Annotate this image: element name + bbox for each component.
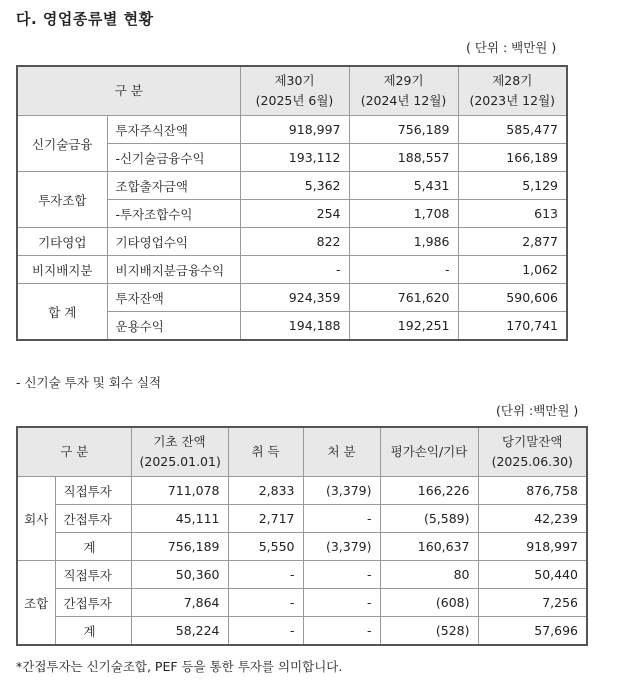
- value-cell: 1,986: [349, 228, 458, 256]
- item-label: 간접투자: [55, 589, 131, 617]
- value-cell: (608): [380, 589, 478, 617]
- table-row: [17, 533, 587, 561]
- header-opening-balance: 기초 잔액 (2025.01.01): [131, 427, 228, 477]
- item-label: 계: [55, 533, 131, 561]
- value-cell: (3,379): [303, 477, 380, 505]
- value-cell: 193,112: [240, 144, 349, 172]
- value-cell: -: [228, 589, 303, 617]
- value-cell: 45,111: [131, 505, 228, 533]
- table-row: [17, 228, 567, 256]
- value-cell: 918,997: [478, 533, 587, 561]
- value-cell: 761,620: [349, 284, 458, 312]
- value-cell: (3,379): [303, 533, 380, 561]
- value-cell: 5,362: [240, 172, 349, 200]
- item-label: 투자잔액: [107, 284, 240, 312]
- value-cell: 613: [458, 200, 567, 228]
- unit-label: ( 단위 : 백만원 ): [466, 40, 557, 55]
- value-cell: 924,359: [240, 284, 349, 312]
- value-cell: 166,226: [380, 477, 478, 505]
- table-row: [17, 505, 587, 533]
- group-label: 투자조합: [17, 172, 107, 228]
- value-cell: -: [349, 256, 458, 284]
- value-cell: 192,251: [349, 312, 458, 341]
- item-label: -투자조합수익: [107, 200, 240, 228]
- value-cell: -: [228, 561, 303, 589]
- table-header-row: [17, 427, 587, 477]
- value-cell: -: [303, 561, 380, 589]
- table-row: [17, 172, 567, 200]
- footnote: *간접투자는 신기술조합, PEF 등을 통한 투자를 의미합니다.: [16, 659, 343, 674]
- value-cell: 822: [240, 228, 349, 256]
- value-cell: 876,758: [478, 477, 587, 505]
- value-cell: -: [228, 617, 303, 646]
- table-row: [17, 284, 567, 312]
- value-cell: 756,189: [349, 116, 458, 144]
- header-valuation: 평가손익/기타: [380, 427, 478, 477]
- value-cell: 1,062: [458, 256, 567, 284]
- group-label: 비지배지분: [17, 256, 107, 284]
- table-row: [17, 116, 567, 144]
- group-label: 합 계: [17, 284, 107, 341]
- value-cell: 5,550: [228, 533, 303, 561]
- table-row: [17, 589, 587, 617]
- header-closing-balance: 당기말잔액 (2025.06.30): [478, 427, 587, 477]
- value-cell: -: [303, 589, 380, 617]
- group-label: 회사: [17, 477, 55, 561]
- group-label: 조합: [17, 561, 55, 646]
- value-cell: 50,440: [478, 561, 587, 589]
- value-cell: 7,256: [478, 589, 587, 617]
- header-period-29: 제29기 (2024년 12월): [349, 66, 458, 116]
- value-cell: 80: [380, 561, 478, 589]
- header-period-30: 제30기 (2025년 6월): [240, 66, 349, 116]
- table-row: [17, 477, 587, 505]
- value-cell: 590,606: [458, 284, 567, 312]
- investment-recovery-table: [16, 426, 588, 646]
- value-cell: 918,997: [240, 116, 349, 144]
- value-cell: -: [240, 256, 349, 284]
- value-cell: 160,637: [380, 533, 478, 561]
- value-cell: 166,189: [458, 144, 567, 172]
- section-title: 다. 영업종류별 현황: [16, 10, 154, 28]
- item-label: 기타영업수익: [107, 228, 240, 256]
- value-cell: 1,708: [349, 200, 458, 228]
- value-cell: 188,557: [349, 144, 458, 172]
- value-cell: 57,696: [478, 617, 587, 646]
- value-cell: 50,360: [131, 561, 228, 589]
- value-cell: (5,589): [380, 505, 478, 533]
- value-cell: (528): [380, 617, 478, 646]
- header-disposal: 처 분: [303, 427, 380, 477]
- value-cell: 194,188: [240, 312, 349, 341]
- item-label: -신기술금융수익: [107, 144, 240, 172]
- value-cell: 2,717: [228, 505, 303, 533]
- value-cell: 42,239: [478, 505, 587, 533]
- value-cell: 170,741: [458, 312, 567, 341]
- table-row: [17, 617, 587, 646]
- subsection-title: - 신기술 투자 및 회수 실적: [16, 375, 162, 390]
- header-period-28: 제28기 (2023년 12월): [458, 66, 567, 116]
- value-cell: 585,477: [458, 116, 567, 144]
- value-cell: 58,224: [131, 617, 228, 646]
- unit-label-2: (단위 :백만원 ): [496, 403, 579, 418]
- header-category: 구 분: [17, 66, 240, 116]
- item-label: 직접투자: [55, 477, 131, 505]
- business-type-table: [16, 65, 568, 341]
- value-cell: 2,833: [228, 477, 303, 505]
- table-row: [17, 256, 567, 284]
- item-label: 운용수익: [107, 312, 240, 341]
- item-label: 간접투자: [55, 505, 131, 533]
- header-acquisition: 취 득: [228, 427, 303, 477]
- value-cell: 5,431: [349, 172, 458, 200]
- table-header-row: [17, 66, 567, 116]
- group-label: 신기술금융: [17, 116, 107, 172]
- table-row: [17, 561, 587, 589]
- value-cell: 254: [240, 200, 349, 228]
- value-cell: 2,877: [458, 228, 567, 256]
- value-cell: 7,864: [131, 589, 228, 617]
- header-category: 구 분: [17, 427, 131, 477]
- group-label: 기타영업: [17, 228, 107, 256]
- value-cell: 5,129: [458, 172, 567, 200]
- value-cell: 756,189: [131, 533, 228, 561]
- item-label: 조합출자금액: [107, 172, 240, 200]
- value-cell: -: [303, 505, 380, 533]
- item-label: 계: [55, 617, 131, 646]
- item-label: 투자주식잔액: [107, 116, 240, 144]
- item-label: 직접투자: [55, 561, 131, 589]
- value-cell: 711,078: [131, 477, 228, 505]
- item-label: 비지배지분금융수익: [107, 256, 240, 284]
- value-cell: -: [303, 617, 380, 646]
